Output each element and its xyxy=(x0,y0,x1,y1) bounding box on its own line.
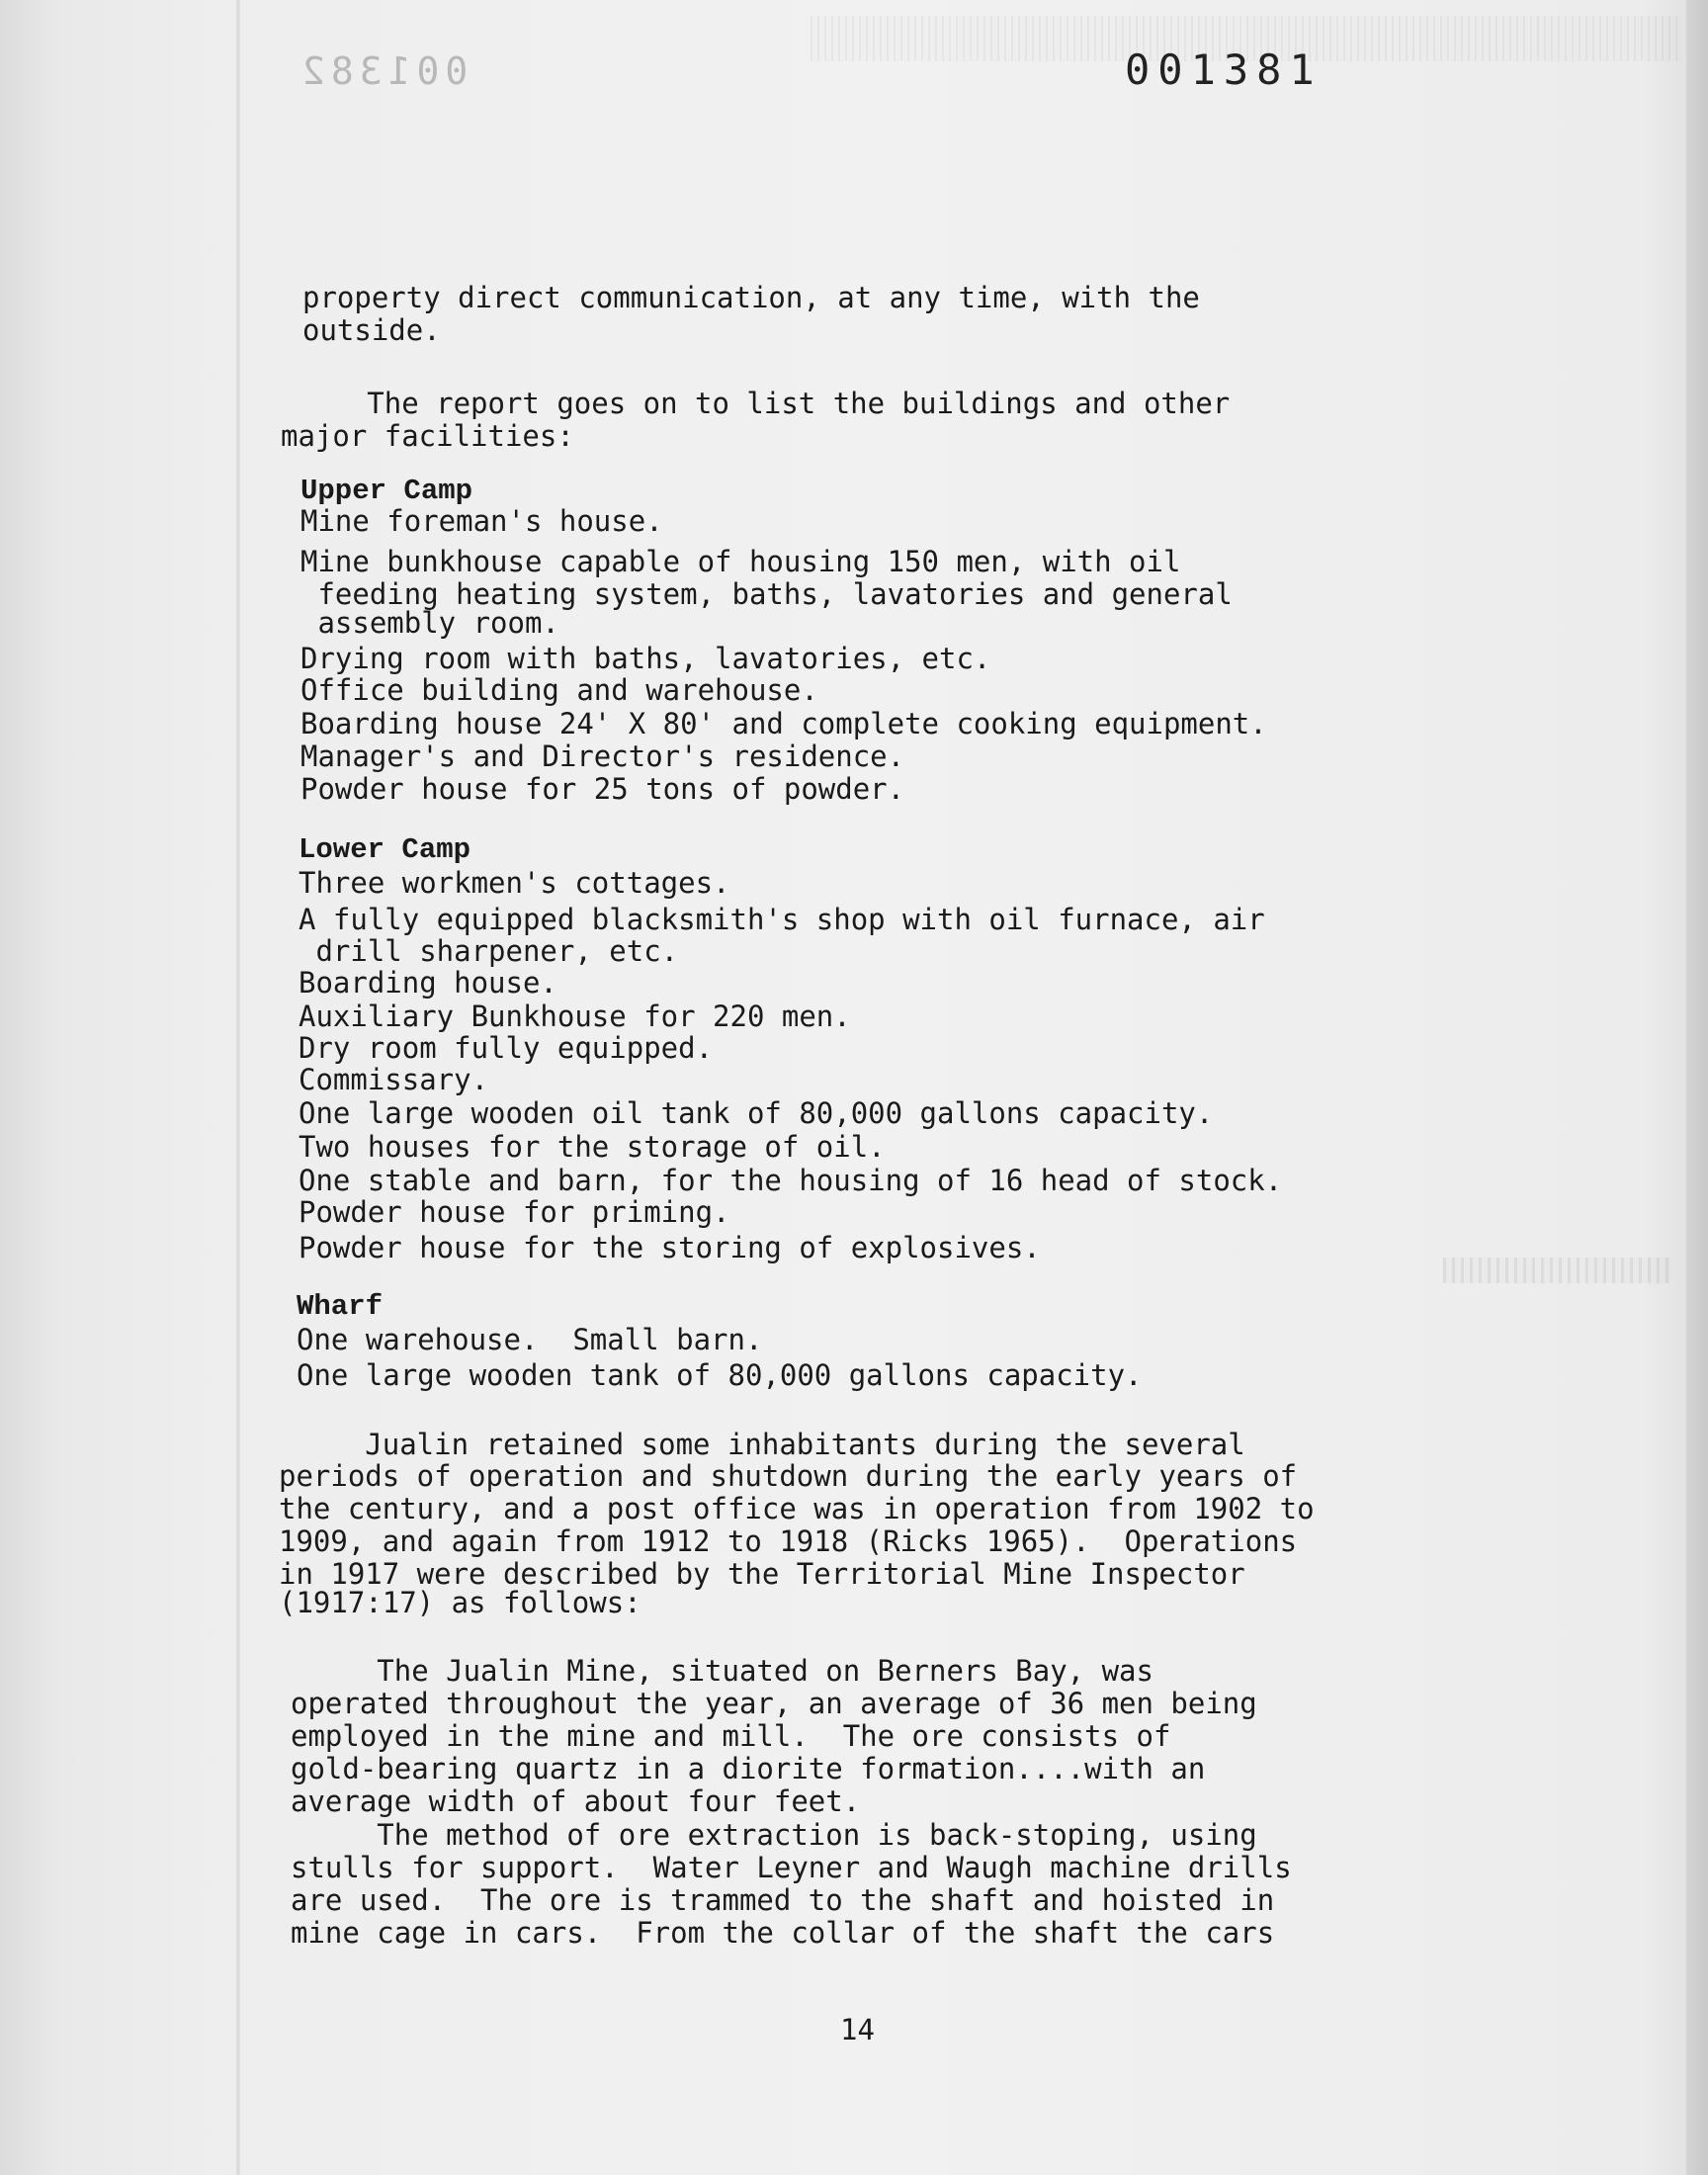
quote-line: The Jualin Mine, situated on Berners Bay, was xyxy=(291,1654,1153,1688)
list-item: Office building and warehouse. xyxy=(300,673,818,707)
list-item: Boarding house. xyxy=(299,966,557,1000)
list-item: One large wooden oil tank of 80,000 gallons capacity. xyxy=(299,1096,1214,1130)
quote-line: stulls for support. Water Leyner and Waugh machine drills xyxy=(291,1851,1292,1884)
list-item: Mine foreman's house. xyxy=(300,504,663,538)
quote-line: gold-bearing quartz in a diorite formation....with an xyxy=(291,1752,1206,1785)
paragraph-line: in 1917 were described by the Territorial Mine Inspector xyxy=(279,1557,1245,1591)
list-item: A fully equipped blacksmith's shop with oil furnace, air xyxy=(299,903,1265,936)
quote-line: are used. The ore is trammed to the shaft and hoisted in xyxy=(291,1883,1275,1917)
list-item: One large wooden tank of 80,000 gallons capacity. xyxy=(297,1358,1143,1392)
paragraph-line: (1917:17) as follows: xyxy=(279,1586,641,1619)
paragraph-line: the century, and a post office was in operation from 1902 to xyxy=(279,1492,1315,1525)
list-item: drill sharpener, etc. xyxy=(299,934,679,968)
paragraph-line: periods of operation and shutdown during the early years of xyxy=(279,1459,1298,1493)
paragraph-line: 1909, and again from 1912 to 1918 (Ricks 1965). Operations xyxy=(279,1524,1298,1558)
document-number: 001381 xyxy=(1125,45,1323,94)
section-heading-upper-camp: Upper Camp xyxy=(300,475,473,507)
list-item: Powder house for priming. xyxy=(299,1195,730,1229)
list-item: Commissary. xyxy=(299,1063,489,1096)
intro-line: property direct communication, at any time, with the xyxy=(302,281,1200,314)
intro-line: outside. xyxy=(302,313,441,347)
list-item: Powder house for the storing of explosives. xyxy=(299,1231,1041,1264)
page-number: 14 xyxy=(840,2013,875,2046)
section-heading-wharf: Wharf xyxy=(297,1290,384,1323)
quote-line: average width of about four feet. xyxy=(291,1784,861,1818)
quote-line: The method of ore extraction is back-stoping, using xyxy=(291,1818,1257,1852)
list-item: Mine bunkhouse capable of housing 150 men, with oil xyxy=(300,545,1181,578)
list-item: feeding heating system, baths, lavatories and general xyxy=(300,577,1233,611)
paragraph-line: The report goes on to list the buildings and other xyxy=(281,387,1231,420)
list-item: One stable and barn, for the housing of 16 head of stock. xyxy=(299,1164,1283,1197)
quote-line: employed in the mine and mill. The ore consists of xyxy=(291,1719,1171,1753)
quote-line: mine cage in cars. From the collar of the shaft the cars xyxy=(291,1916,1275,1950)
paragraph-line: major facilities: xyxy=(281,419,574,453)
bleed-through-document-number: 001382 xyxy=(297,49,469,93)
list-item: Boarding house 24' X 80' and complete cooking equipment. xyxy=(300,707,1267,740)
paragraph-line: Jualin retained some inhabitants during the several xyxy=(279,1428,1245,1461)
list-item: Auxiliary Bunkhouse for 220 men. xyxy=(299,1000,851,1033)
list-item: Manager's and Director's residence. xyxy=(300,740,905,773)
list-item: Dry room fully equipped. xyxy=(299,1031,714,1065)
list-item: Powder house for 25 tons of powder. xyxy=(300,772,905,806)
list-item: Drying room with baths, lavatories, etc. xyxy=(300,642,991,675)
list-item: assembly room. xyxy=(300,606,559,640)
quote-line: operated throughout the year, an average of 36 men being xyxy=(291,1687,1257,1720)
list-item: One warehouse. Small barn. xyxy=(297,1323,763,1356)
list-item: Two houses for the storage of oil. xyxy=(299,1130,886,1164)
section-heading-lower-camp: Lower Camp xyxy=(299,833,471,866)
list-item: Three workmen's cottages. xyxy=(299,866,730,900)
